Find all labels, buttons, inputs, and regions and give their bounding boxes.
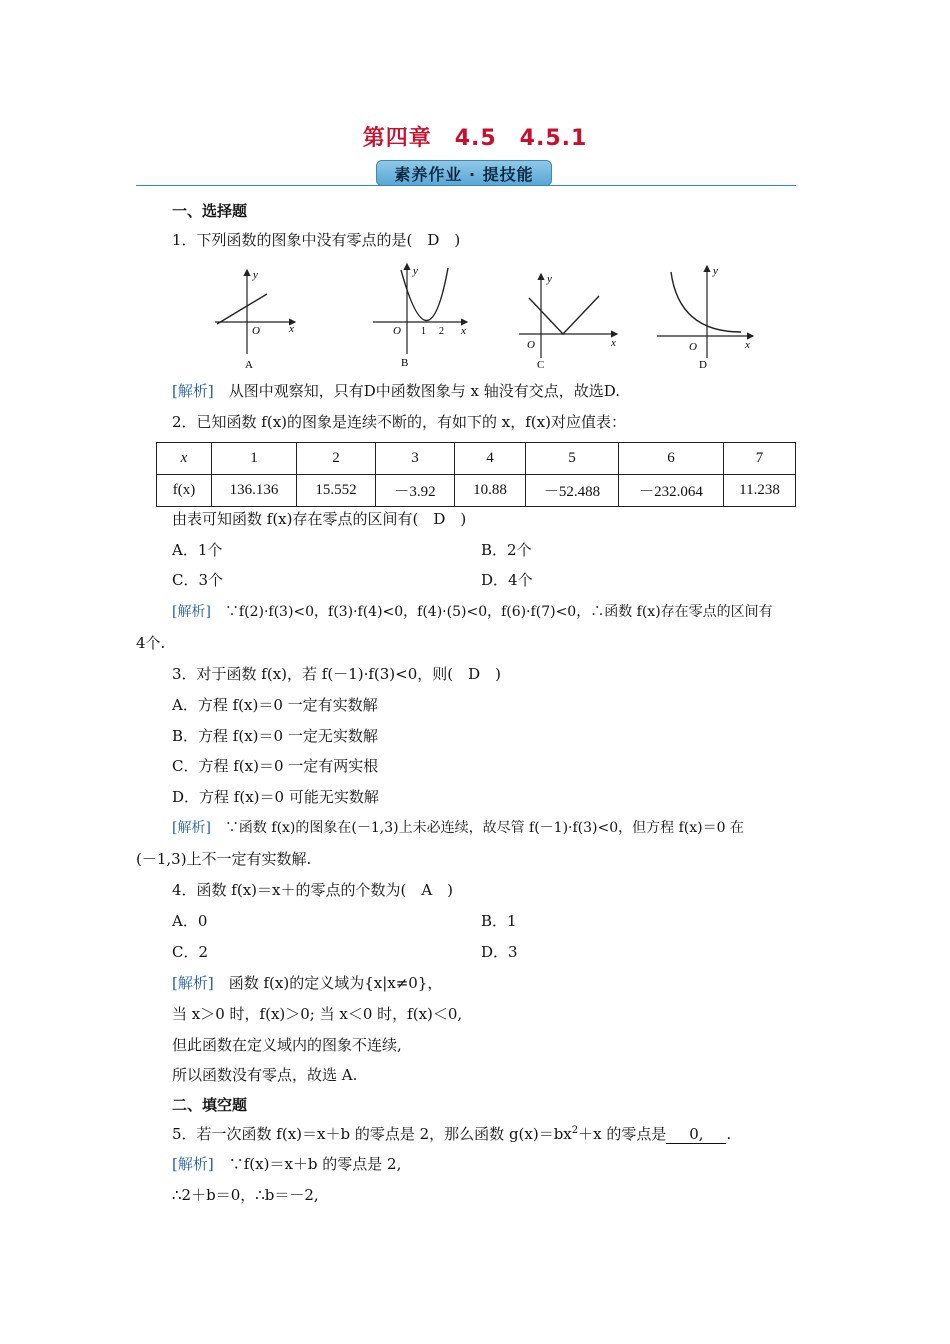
q3-option-a: A．方程 f(x)＝0 一定有实数解 xyxy=(172,696,378,714)
graph-d-label: D xyxy=(699,359,707,371)
solution-tag: [解析] xyxy=(172,604,211,620)
question-3-stem: 3．对于函数 f(x)，若 f(－1)·f(3)<0，则( D ) xyxy=(172,665,502,683)
section-heading-choice: 一、选择题 xyxy=(172,202,248,220)
q1-solution: [解析] 从图中观察知，只有D中函数图象与 x 轴没有交点，故选D. xyxy=(172,382,621,400)
graph-a-label: A xyxy=(245,359,253,371)
q4-option-c: C．2 xyxy=(172,943,209,961)
graph-d-x-label: x xyxy=(745,339,750,351)
q2-option-d: D．4个 xyxy=(481,571,533,589)
table-row: x 1 2 3 4 5 6 7 xyxy=(157,443,796,475)
q1-graphs xyxy=(205,262,765,374)
q3-solution: [解析] ∵函数 f(x)的图象在(－1,3)上未必连续，故尽管 f(－1)·f(3)<0，但方程 f(x)＝0 在 xyxy=(172,820,744,836)
q4-option-d: D．3 xyxy=(481,943,518,961)
solution-tag: [解析] xyxy=(172,820,211,836)
graph-b-tick-2: 2 xyxy=(439,326,444,337)
graph-a xyxy=(215,269,295,371)
q5-solution-line2: ∴2＋b＝0，∴b＝－2, xyxy=(172,1186,319,1204)
graph-d xyxy=(657,265,753,371)
solution-tag: [解析] xyxy=(172,974,214,992)
graph-c-origin: O xyxy=(527,339,535,351)
section-banner: 素养作业 · 提技能 xyxy=(376,160,552,186)
graph-c-polyline xyxy=(529,296,599,334)
graph-b-label: B xyxy=(401,357,409,369)
graph-b-curve xyxy=(401,268,448,321)
graph-a-origin: O xyxy=(252,325,260,337)
q3-option-d: D．方程 f(x)＝0 可能无实数解 xyxy=(172,788,379,806)
q4-option-b: B．1 xyxy=(481,912,517,930)
q4-solution-line4: 所以函数没有零点，故选 A. xyxy=(172,1066,358,1084)
graph-b-tick-1: 1 xyxy=(421,326,426,337)
question-5-stem: 5．若一次函数 f(x)＝x＋b 的零点是 2，那么函数 $g(x)=bx^2+x$ 的零点是 0, . xyxy=(172,1125,732,1143)
q4-option-a: A．0 xyxy=(172,912,208,930)
q2-solution-cont: 4个. xyxy=(136,634,166,652)
q2-option-a: A．1个 xyxy=(172,541,223,559)
graph-b-y-label: y xyxy=(413,265,418,277)
q2-option-b: B．2个 xyxy=(481,541,532,559)
graph-c-x-label: x xyxy=(611,337,616,349)
graph-b xyxy=(373,264,467,369)
graph-c xyxy=(519,273,617,371)
solution-tag: [解析] xyxy=(172,382,214,400)
header-divider xyxy=(136,185,796,186)
graph-d-curve xyxy=(671,272,741,332)
graph-a-line xyxy=(217,294,267,324)
q2-after-table: 由表可知函数 f(x)存在零点的区间有( D ) xyxy=(172,510,467,528)
question-4-stem: 4．函数 f(x)＝x＋的零点的个数为( A ) xyxy=(172,881,454,899)
value-table xyxy=(156,442,796,507)
graph-c-y-label: y xyxy=(547,273,552,285)
q4-solution-line3: 但此函数在定义域内的图象不连续, xyxy=(172,1036,402,1054)
q5-solution: [解析] ∵f(x)＝x＋b 的零点是 2, xyxy=(172,1155,402,1173)
section-heading-fill: 二、填空题 xyxy=(172,1096,248,1114)
table-row: f(x) 136.136 15.552 －3.92 10.88 －52.488 －232.064 11.238 xyxy=(157,475,796,507)
graph-d-y-label: y xyxy=(713,265,718,277)
graph-c-label: C xyxy=(537,359,545,371)
graph-a-y-label: y xyxy=(253,269,258,281)
graph-d-origin: O xyxy=(689,341,697,353)
question-1-stem: 1．下列函数的图象中没有零点的是( D ) xyxy=(172,231,461,249)
q4-solution-line2: 当 x＞0 时，f(x)＞0; 当 x＜0 时，f(x)＜0, xyxy=(172,1005,463,1023)
q3-solution-cont: (－1,3)上不一定有实数解. xyxy=(136,850,312,868)
graph-b-origin: O xyxy=(393,325,401,337)
q4-solution: [解析] 函数 f(x)的定义域为{x|x≠0}， xyxy=(172,974,443,992)
q3-option-b: B．方程 f(x)＝0 一定无实数解 xyxy=(172,727,378,745)
q2-solution: [解析] ∵f(2)·f(3)<0，f(3)·f(4)<0，f(4)·(5)<0，f(6)·f(7)<0，∴函数 f(x)存在零点的区间有 xyxy=(172,604,773,620)
graph-a-x-label: x xyxy=(289,323,294,335)
q3-option-c: C．方程 f(x)＝0 一定有两实根 xyxy=(172,757,379,775)
q5-answer-blank: 0, xyxy=(666,1125,726,1144)
q2-option-c: C．3个 xyxy=(172,571,224,589)
question-2-stem: 2．已知函数 f(x)的图象是连续不断的，有如下的 x，f(x)对应值表： xyxy=(172,413,626,431)
solution-tag: [解析] xyxy=(172,1155,214,1173)
page-title: 第四章 4.5 4.5.1 xyxy=(362,126,588,151)
graph-b-x-label: x xyxy=(461,325,466,337)
